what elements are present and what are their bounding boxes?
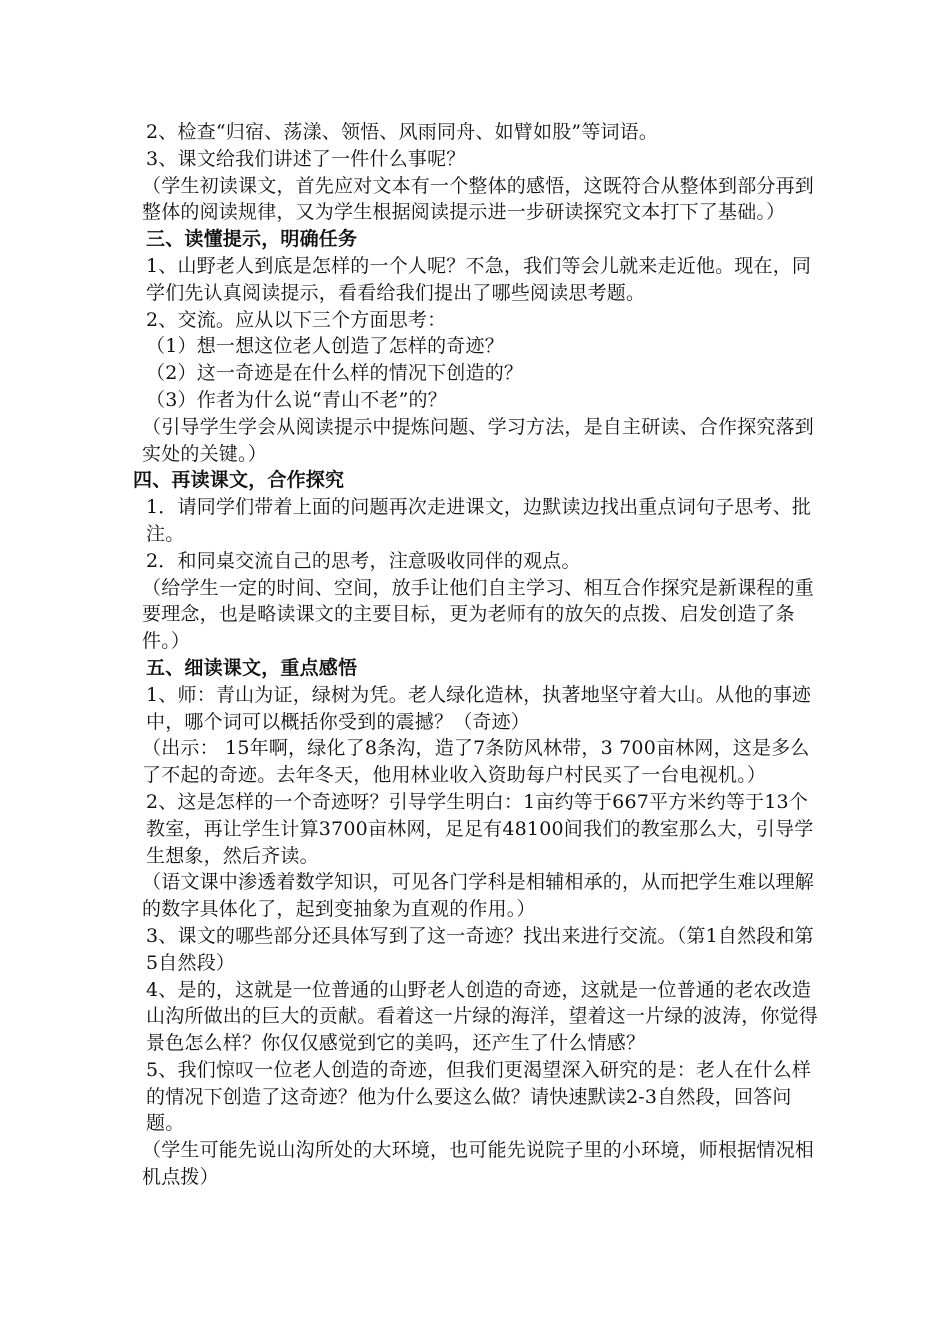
- paragraph-question-story: 3、课文给我们讲述了一件什么事呢？: [146, 147, 466, 170]
- section-heading-3: 三、读懂提示，明确任务: [146, 228, 358, 251]
- paragraph-teacher: 1、师：青山为证，绿树为凭。老人绿化造林，执著地坚守着大山。从他的事迹中，哪个词可以概括你受到的震撼？（奇迹）: [146, 683, 812, 733]
- paragraph-question-3: （3）作者为什么说“青山不老”的？: [146, 388, 447, 411]
- section-heading-4: 四、再读课文，合作探究: [133, 469, 345, 492]
- paragraph-note-math: （语文课中渗透着数学知识，可见各门学科是相辅相承的，从而把学生难以理解的数字具体化了，起到变抽象为直观的作用。）: [142, 871, 815, 921]
- paragraph-reread: 1．请同学们带着上面的问题再次走进课文，边默读边找出重点词句子思考、批注。: [146, 496, 812, 545]
- paragraph-note-cooperation: （给学生一定的时间、空间，放手让他们自主学习、相互合作探究是新课程的重要理念，也是略读课文的主要目标，更为老师有的放矢的点拨、启发创造了条件。）: [142, 576, 815, 653]
- section-heading-5: 五、细读课文，重点感悟: [146, 656, 358, 679]
- paragraph-reading-prompt: 1、山野老人到底是怎样的一个人呢？不急，我们等会儿就来走近他。现在，同学们先认真阅读提示，看看给我们提出了哪些阅读思考题。: [146, 254, 812, 304]
- paragraph-check-words: 2、检查“归宿、荡漾、领悟、风雨同舟、如臂如股”等词语。: [146, 121, 659, 143]
- paragraph-contribution: 4、是的，这就是一位普通的山野老人创造的奇迹，这就是一位普通的老农改造山沟所做出的巨大的贡献。看着这一片绿的海洋，望着这一片绿的波涛，你觉得景色怎么样？你仅仅感觉到它的美吗，还产生了什么情感？: [146, 978, 819, 1055]
- paragraph-question-2: （2）这一奇迹是在什么样的情况下创造的？: [146, 362, 524, 385]
- paragraph-note-guidance: （引导学生学会从阅读提示中提炼问题、学习方法，是自主研读、合作探究落到实处的关键。）: [142, 415, 815, 465]
- paragraph-miracle-math: 2、这是怎样的一个奇迹呀？引导学生明白：1亩约等于667平方米约等于13个教室，再让学生计算3700亩林网，足足有48100间我们的教室那么大，引导学生想象，然后齐读。: [146, 790, 814, 867]
- document-body: [133, 119, 822, 1191]
- paragraph-note-environment: （学生可能先说山沟所处的大环境，也可能先说院子里的小环境，师根据情况相机点拨）: [142, 1139, 815, 1189]
- paragraph-note-first-reading: （学生初读课文，首先应对文本有一个整体的感悟，这既符合从整体到部分再到整体的阅读规律，又为学生根据阅读提示进一步研读探究文本打下了基础。）: [142, 174, 815, 224]
- paragraph-exchange: 2、交流。应从以下三个方面思考：: [146, 308, 447, 331]
- paragraph-show: （出示： 15年啊，绿化了8条沟，造了7条防风林带，3 700亩林网，这是多么了不起的奇迹。去年冬天，他用林业收入资助每户村民买了一台电视机。）: [142, 737, 810, 787]
- paragraph-question-1: （1）想一想这位老人创造了怎样的奇迹？: [146, 335, 504, 358]
- paragraph-find-parts: 3、课文的哪些部分还具体写到了这一奇迹？找出来进行交流。（第1自然段和第5自然段）: [146, 924, 814, 974]
- paragraph-marvel: 5、我们惊叹一位老人创造的奇迹，但我们更渴望深入研究的是：老人在什么样的情况下创造了这奇迹？他为什么要这么做？请快速默读2-3自然段，回答问题。: [146, 1058, 812, 1135]
- paragraph-deskmate: 2．和同桌交流自己的思考，注意吸收同伴的观点。: [146, 549, 581, 572]
